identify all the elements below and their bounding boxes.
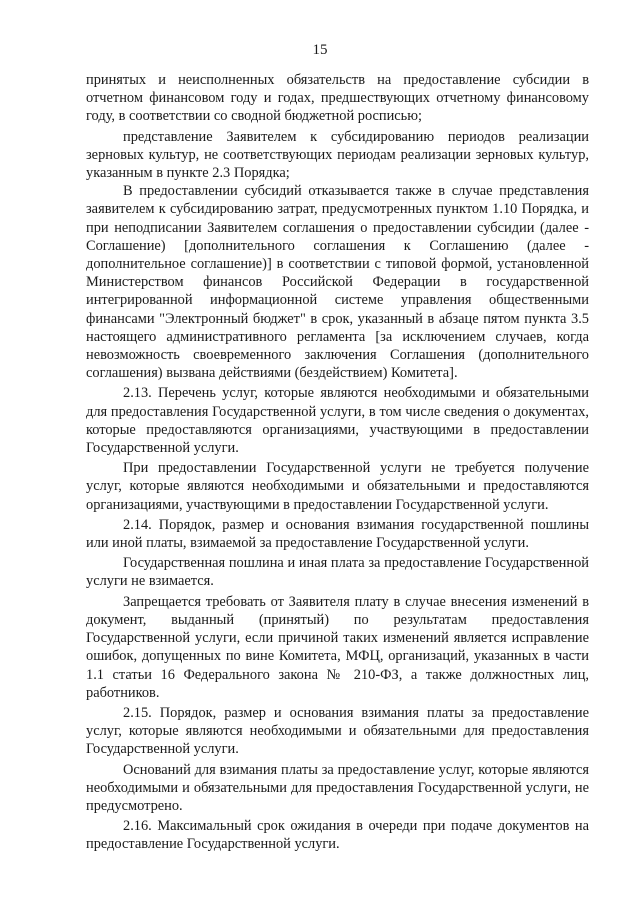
- section-heading-2-14: 2.14. Порядок, размер и основания взимания государственной пошлины или иной платы, взимаемой за предоставление Государственной услуги.: [86, 516, 589, 552]
- section-heading-2-15: 2.15. Порядок, размер и основания взимания платы за предоставление услуг, которые являются необходимыми и обязательными для предоставления Государственной услуги.: [86, 704, 589, 758]
- paragraph-obligations: принятых и неисполненных обязательств на предоставление субсидии в отчетном финансовом году и годах, предшествующих отчетному финансовому году, в соответствии со сводной бюджетной росписью;: [86, 72, 589, 125]
- page-number: 15: [312, 42, 328, 58]
- paragraph-refusal: В предоставлении субсидий отказывается также в случае представления заявителем к субсидированию затрат, предусмотренных пунктом 1.10 Порядка, и при неподписании Заявителем соглашения о предоставлении субсидии (далее - Соглашение) [дополнительного соглашения к Соглашению (далее - дополнительное соглашение)] в соответствии с типовой формой, установленной Министерством финансов Российской Федерации в государственной интегрированной информационной системе управления общественными финансами "Электронный бюджет" в срок, указанный в абзаце пятом пункта 3.5 настоящего административного регламента [за исключением случаев, когда невозможность своевременного заключения Соглашения (дополнительного соглашения) вызвана действиями (бездействием) Комитета].: [86, 183, 589, 382]
- section-heading-2-13: 2.13. Перечень услуг, которые являются необходимыми и обязательными для предоставления Государственной услуги, в том числе сведения о документах, которые предоставляются организациями, участвующими в предоставлении Государственной услуги.: [86, 385, 589, 457]
- paragraph-periods: представление Заявителем к субсидированию периодов реализации зерновых культур, не соответствующих периодам реализации зерновых культур, указанным в пункте 2.3 Порядка;: [86, 128, 589, 182]
- paragraph-no-services-required: При предоставлении Государственной услуги не требуется получение услуг, которые являются необходимыми и обязательными и предоставляются организациями, участвующими в предоставлении Государственной услуги.: [86, 460, 589, 513]
- paragraph-no-grounds-for-fee: Оснований для взимания платы за предоставление услуг, которые являются необходимыми и обязательными для предоставления Государственной услуги, не предусмотрено.: [86, 761, 589, 814]
- document-body: [86, 71, 589, 854]
- paragraph-no-fee: Государственная пошлина и иная плата за предоставление Государственной услуги не взимается.: [86, 555, 589, 590]
- section-heading-2-16: 2.16. Максимальный срок ожидания в очереди при подаче документов на предоставление Государственной услуги.: [86, 818, 589, 853]
- paragraph-fee-prohibited: Запрещается требовать от Заявителя плату в случае внесения изменений в документ, выданный (принятый) по результатам предоставления Государственной услуги, если причиной таких изменений является исправление ошибок, допущенных по вине Комитета, МФЦ, организаций, указанных в части 1.1 статьи 16 Федерального закона № 210-ФЗ, а также должностных лиц, работников.: [86, 593, 589, 701]
